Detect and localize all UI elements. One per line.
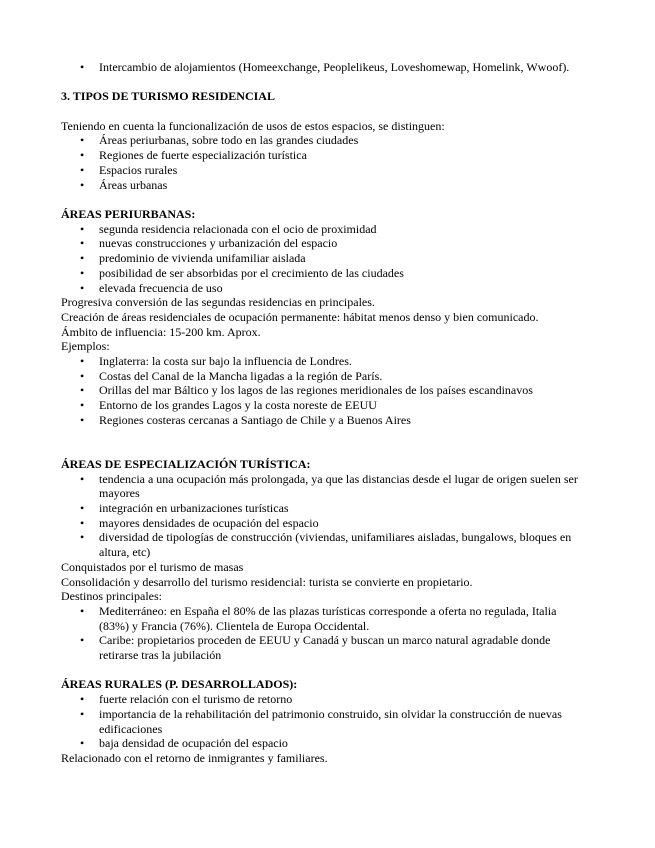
- list-item: • diversidad de tipologías de construcción (viviendas, unifamiliares aisladas, bungalows, bloques en altura, etc): [99, 530, 581, 559]
- paragraph: Ejemplos:: [61, 339, 110, 354]
- section-heading: 3. TIPOS DE TURISMO RESIDENCIAL: [61, 89, 275, 104]
- list-item: • baja densidad de ocupación del espacio: [99, 736, 581, 751]
- list-item: • mayores densidades de ocupación del espacio: [99, 516, 581, 531]
- features-list: [61, 222, 581, 296]
- list-item: • Regiones costeras cercanas a Santiago de Chile y a Buenos Aires: [99, 413, 581, 428]
- section-heading: ÁREAS DE ESPECIALIZACIÓN TURÍSTICA:: [61, 456, 311, 471]
- section-heading: ÁREAS RURALES (P. DESARROLLADOS):: [61, 677, 298, 692]
- list-item: • segunda residencia relacionada con el ocio de proximidad: [99, 222, 581, 237]
- paragraph: Relacionado con el retorno de inmigrantes y familiares.: [61, 750, 328, 765]
- list-item: • Mediterráneo: en España el 80% de las plazas turísticas corresponde a oferta no regulada, Italia (83%) y Francia (76%). Clientela de Europa Occidental.: [99, 604, 581, 633]
- paragraph: Teniendo en cuenta la funcionalización de usos de estos espacios, se distinguen:: [61, 118, 445, 133]
- document-page: [61, 60, 581, 766]
- list-item: • Caribe: propietarios proceden de EEUU y Canadá y buscan un marco natural agradable donde retirarse tras la jubilación: [99, 633, 581, 662]
- list-item: • Áreas periurbanas, sobre todo en las grandes ciudades: [99, 133, 581, 148]
- types-list: [61, 133, 581, 192]
- features-list: [61, 692, 581, 751]
- paragraph: Destinos principales:: [61, 589, 162, 604]
- list-item: • Áreas urbanas: [99, 178, 581, 193]
- list-item: • Regiones de fuerte especialización turística: [99, 148, 581, 163]
- list-item: • Espacios rurales: [99, 163, 581, 178]
- section-heading: ÁREAS PERIURBANAS:: [61, 206, 196, 221]
- list-item: • predominio de vivienda unifamiliar aislada: [99, 251, 581, 266]
- paragraph: Creación de áreas residenciales de ocupación permanente: hábitat menos denso y bien comunicado.: [61, 309, 539, 324]
- list-item: • Inglaterra: la costa sur bajo la influencia de Londres.: [99, 354, 581, 369]
- list-item: • importancia de la rehabilitación del patrimonio construido, sin olvidar la construcción de nuevas edificaciones: [99, 707, 581, 736]
- paragraph: Consolidación y desarrollo del turismo residencial: turista se convierte en propietario.: [61, 574, 473, 589]
- list-item: • tendencia a una ocupación más prolongada, ya que las distancias desde el lugar de origen suelen ser mayores: [99, 472, 581, 501]
- list-item: • integración en urbanizaciones turísticas: [99, 501, 581, 516]
- list-item: • Orillas del mar Báltico y los lagos de las regiones meridionales de los países escandinavos: [99, 383, 581, 398]
- list-item: • elevada frecuencia de uso: [99, 281, 581, 296]
- paragraph: Progresiva conversión de las segundas residencias en principales.: [61, 295, 375, 310]
- paragraph: Conquistados por el turismo de masas: [61, 559, 244, 574]
- list-item: • Entorno de los grandes Lagos y la costa noreste de EEUU: [99, 398, 581, 413]
- list-item: • Intercambio de alojamientos (Homeexchange, Peoplelikeus, Loveshomewap, Homelink, Wwoof).: [99, 60, 581, 75]
- list-item: • nuevas construcciones y urbanización del espacio: [99, 236, 581, 251]
- list-item: • posibilidad de ser absorbidas por el crecimiento de las ciudades: [99, 266, 581, 281]
- features-list: [61, 472, 581, 560]
- destinations-list: [61, 604, 581, 663]
- intro-list: [61, 60, 581, 75]
- examples-list: [61, 354, 581, 428]
- list-item: • fuerte relación con el turismo de retorno: [99, 692, 581, 707]
- paragraph: Ámbito de influencia: 15-200 km. Aprox.: [61, 324, 261, 339]
- list-item: • Costas del Canal de la Mancha ligadas a la región de París.: [99, 369, 581, 384]
